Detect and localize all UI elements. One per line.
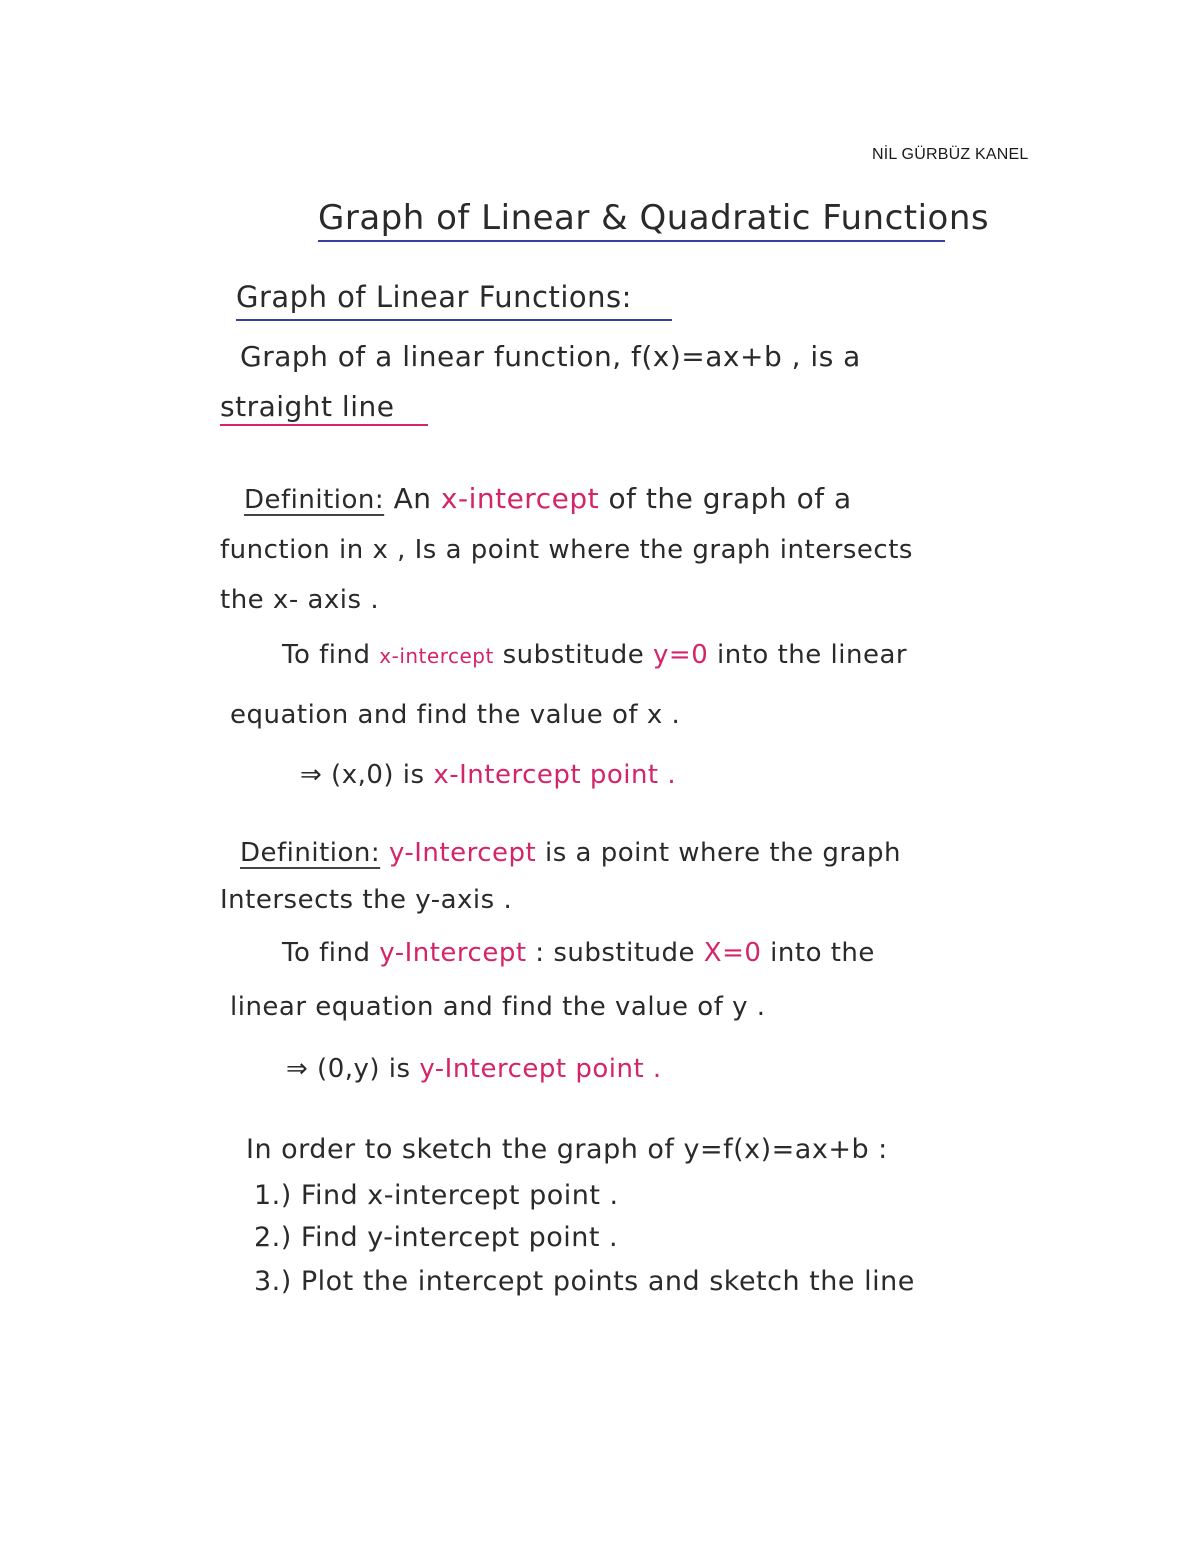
intro-line-1: Graph of a linear function, f(x)=ax+b , is a — [240, 340, 861, 373]
straight-line-underline — [220, 424, 428, 426]
x-find-term: x-intercept — [379, 644, 494, 668]
x-definition-pre: An — [393, 482, 432, 515]
x-find-result — [300, 760, 676, 790]
y-find-term: y-Intercept — [379, 938, 527, 968]
x-definition-label: Definition: — [244, 485, 385, 515]
y-definition-line-2: Intersects the y-axis . — [220, 885, 513, 915]
y-find-post: into the — [770, 938, 875, 968]
x-find-line-2: equation and find the value of x . — [230, 700, 681, 730]
step-item-2: 2.) Find y-intercept point . — [254, 1222, 619, 1253]
y-find-equation: X=0 — [703, 938, 762, 968]
x-find-result-pre: ⇒ (x,0) is — [300, 760, 425, 790]
x-find-pre: To find — [282, 640, 371, 670]
y-find-line-1 — [282, 938, 875, 968]
steps-intro: In order to sketch the graph of y=f(x)=ax+b : — [246, 1134, 888, 1165]
x-definition-post: of the graph of a — [608, 482, 852, 515]
y-intercept-term: y-Intercept — [388, 838, 537, 868]
x-intercept-term: x-intercept — [440, 482, 600, 515]
y-definition-post: is a point where the graph — [544, 838, 901, 868]
y-intercept-point-term: y-Intercept point . — [419, 1054, 662, 1084]
x-definition-line-3: the x- axis . — [220, 585, 380, 615]
y-definition-label: Definition: — [240, 838, 381, 868]
step-item-1: 1.) Find x-intercept point . — [254, 1180, 619, 1211]
author-name: NİL GÜRBÜZ KANEL — [872, 146, 1029, 163]
x-definition-line-2: function in x , Is a point where the graph intersects — [220, 535, 913, 565]
x-find-equation: y=0 — [653, 640, 709, 670]
y-find-mid: : substitude — [535, 938, 695, 968]
page-title: Graph of Linear & Quadratic Functions — [318, 198, 990, 238]
x-find-mid: substitude — [502, 640, 645, 670]
title-underline — [318, 240, 945, 242]
x-definition-line-1 — [244, 482, 852, 515]
y-definition-line-1 — [240, 838, 901, 868]
x-intercept-point-term: x-Intercept point . — [433, 760, 677, 790]
step-item-3: 3.) Plot the intercept points and sketch the line — [254, 1266, 915, 1297]
y-find-result — [286, 1054, 662, 1084]
y-find-line-2: linear equation and find the value of y . — [230, 992, 766, 1022]
section-heading-underline — [236, 319, 672, 321]
y-find-pre: To find — [282, 938, 371, 968]
x-find-line-1 — [282, 640, 907, 670]
section-heading: Graph of Linear Functions: — [236, 280, 632, 314]
intro-line-2: straight line — [220, 390, 395, 423]
x-find-post: into the linear — [717, 640, 908, 670]
y-find-result-pre: ⇒ (0,y) is — [286, 1054, 411, 1084]
